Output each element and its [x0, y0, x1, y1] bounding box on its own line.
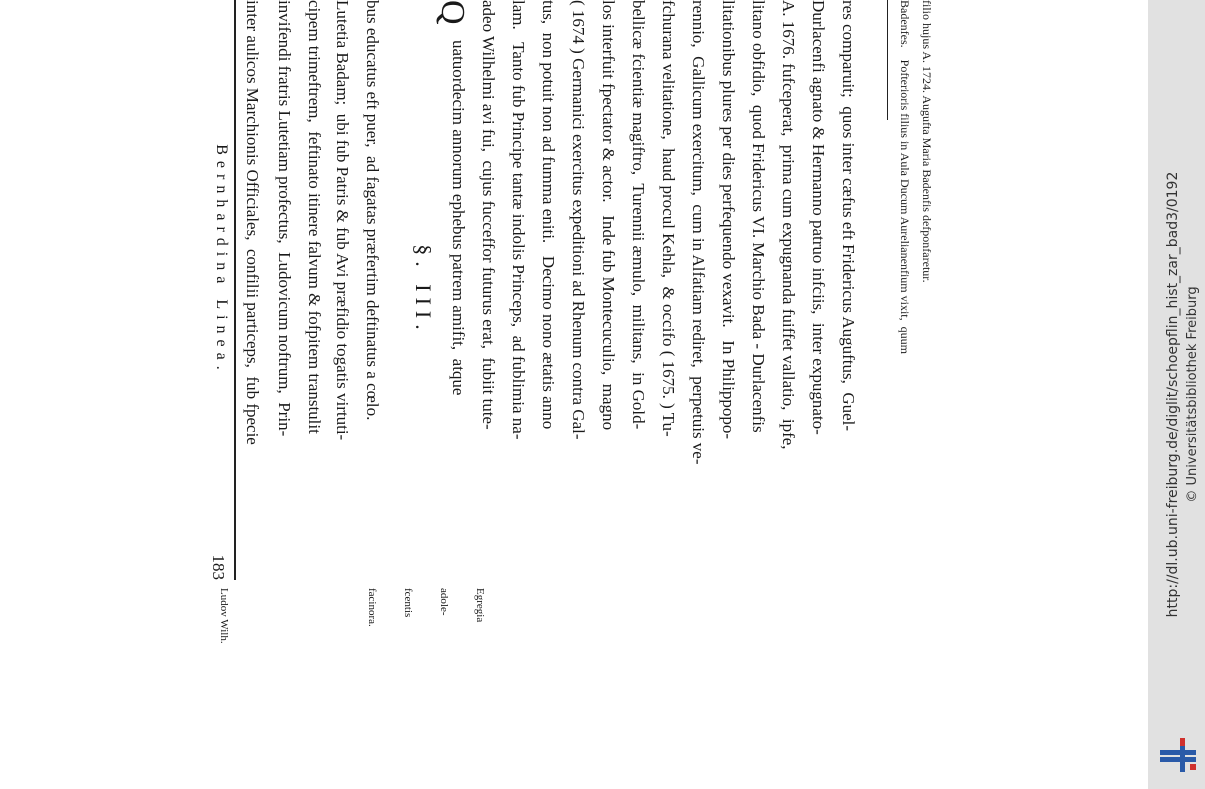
side-note: [342, 588, 510, 627]
text-line: tus, non potuit non ad fumma eniti. Decimo nono ætatis anno: [539, 0, 558, 430]
logo-accent: [1180, 738, 1185, 746]
logo-accent: [1190, 764, 1196, 770]
page-number: 183: [209, 554, 228, 580]
logo-bar: [1160, 757, 1196, 762]
logo-bar: [1160, 750, 1196, 755]
text-line: los interfuit fpectator & actor. Inde fub Montecuculio, magno: [599, 0, 618, 431]
head-rule: [234, 0, 236, 580]
footnote-line: Badenfes. Pofterioris filius in Aula Ducum Aurelianenfium vixit, quum: [898, 0, 912, 354]
section-heading: §. III.: [411, 244, 436, 336]
text-line: Durlacenfi agnato & Hermanno patruo infciis, inter expugnato-: [809, 0, 828, 435]
text-line: inter aulicos Marchionis Officiales, confilii particeps, fub fpecie: [243, 0, 262, 445]
text-line: Lutetia Badam; ubi fub Patris & fub Avi præfidio togatis virtuti-: [333, 0, 352, 441]
text-line: bus educatus eft puer, ad fagatas præfertim deftinatus a cœlo.: [363, 0, 382, 421]
text-line: invifendi fratris Lutetiam profectus, Ludovicum noftrum, Prin-: [275, 0, 294, 437]
margin-tag: Ludov Wilh.: [218, 588, 230, 644]
side-note-line: fcentis: [402, 588, 414, 618]
footnote-line: filio hujus A. 1724. Augufta Maria Badenfis defponfaretur.: [920, 0, 934, 283]
side-note-line: adole-: [438, 588, 450, 616]
running-head: Bernhardina Linea.: [213, 144, 230, 376]
text-line: uatuordecim annorum ephebus patrem amifit, atque: [449, 40, 468, 396]
copyright-notice: © Universitätsbibliothek Freiburg: [1185, 286, 1200, 503]
text-line: lam. Tanto fub Principe tantæ indolis Princeps, ad fublimia na-: [509, 0, 528, 440]
footnote-rule: [887, 0, 888, 120]
text-line: litano obfidio, quod Fridericus VI. Marchio Bada - Durlacenfis: [749, 0, 768, 433]
side-note-line: facinora.: [366, 588, 378, 627]
text-line: res comparuit; quos inter cæfus eft Fridericus Auguftus, Guel-: [839, 0, 858, 432]
text-line: fchurana velitatione, haud procul Kehla, & occifo ( 1675. ) Tu-: [659, 0, 678, 437]
text-line: rennio, Gallicum exercitum, cum in Alfatiam rediret, perpetuis ve-: [689, 0, 708, 465]
text-line: cipem trimeftrem, feftinato itinere falvum & fofpitem transtulit: [305, 0, 324, 434]
side-note-line: Egregia: [474, 588, 486, 623]
source-url: http://dl.ub.uni-freiburg.de/diglit/schoepflin_hist_zar_bad3/0192: [1165, 171, 1181, 618]
text-line: bellicæ fcientiæ magiftro, Turennii æmulo, militans, in Gold-: [629, 0, 648, 430]
library-logo-icon: [1156, 734, 1200, 774]
text-line: litationibus plures per dies perfequendo vexavit. In Philippopo-: [719, 0, 738, 440]
drop-cap: Q: [434, 0, 471, 25]
text-line: adeo Wilhelmi avi fui, cujus fucceffor futurus erat, fubiit tute-: [479, 0, 498, 430]
text-line: ( 1674 ) Germanici exercitus expeditioni ad Rhenum contra Gal-: [569, 0, 588, 440]
text-line: A. 1676. fufceperat, prima cum expugnanda fuiffet vallatio, ipfe,: [779, 0, 798, 450]
